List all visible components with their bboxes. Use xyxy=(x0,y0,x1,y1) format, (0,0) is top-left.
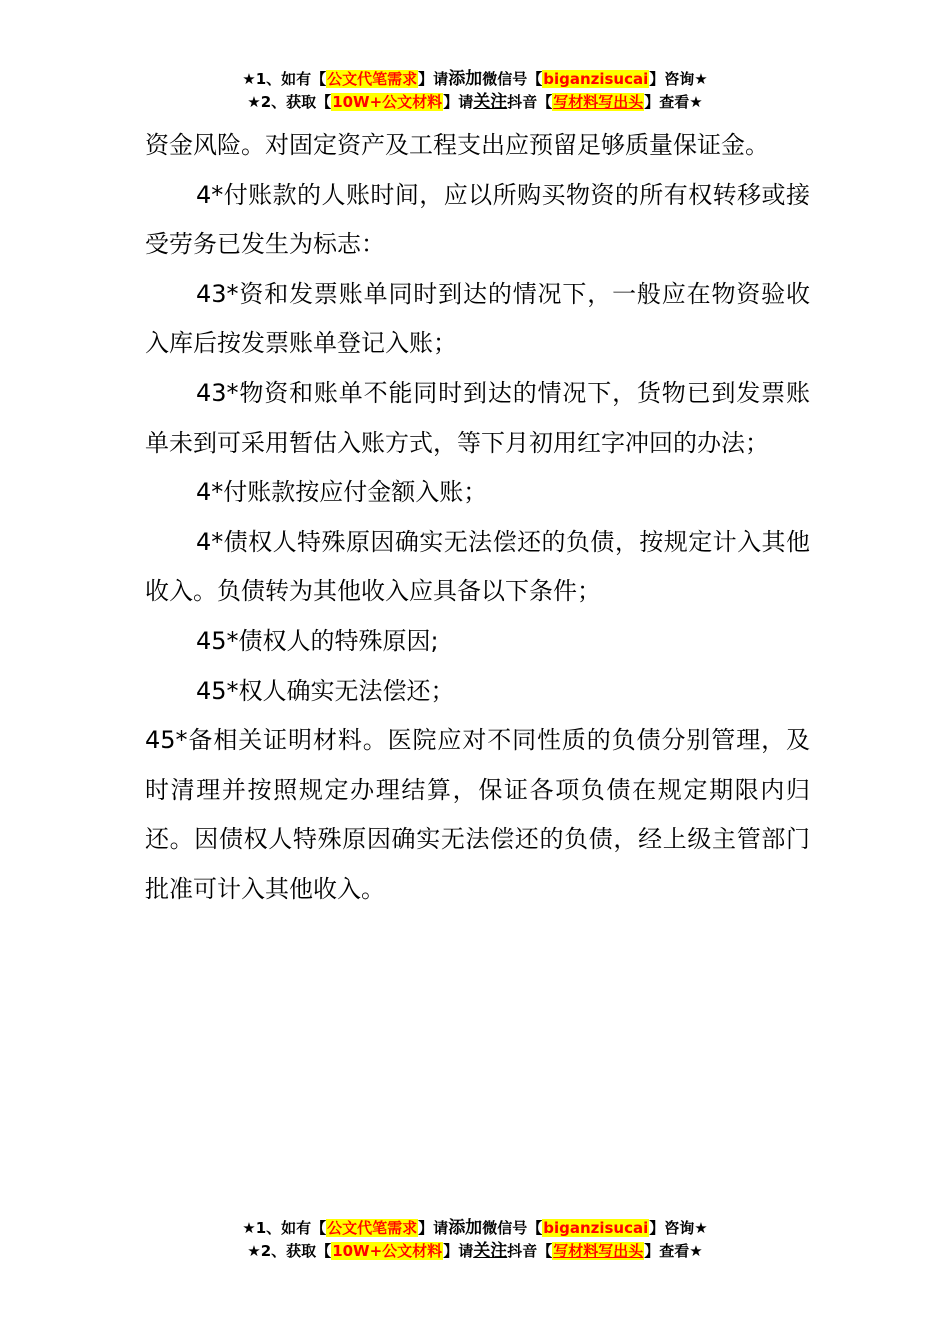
emphasis-follow: 关注 xyxy=(473,92,508,112)
highlight-douyin-account: 写材料写出头 xyxy=(553,93,644,111)
paragraph: 4*债权人特殊原因确实无法偿还的负债，按规定计入其他收入。负债转为其他收入应具备以下条件； xyxy=(145,527,810,606)
document-body xyxy=(145,121,810,915)
footer-banner xyxy=(0,1217,950,1263)
emphasis-add: 添加 xyxy=(448,69,483,89)
highlight-service: 公文代笔需求 xyxy=(327,1219,418,1237)
paragraph: 45*权人确实无法偿还； xyxy=(196,676,455,705)
paragraph: 45*债权人的特殊原因; xyxy=(196,626,439,655)
paragraph: 43*物资和账单不能同时到达的情况下，货物已到发票账单未到可采用暂估入账方式，等下月初用红字冲回的办法； xyxy=(145,378,810,457)
highlight-douyin-account: 写材料写出头 xyxy=(553,1242,644,1260)
paragraph: 45*备相关证明材料。医院应对不同性质的负债分别管理，及时清理并按照规定办理结算，保证各项负债在规定期限内归还。因债权人特殊原因确实无法偿还的负债，经上级主管部门批准可计入其他收入。 xyxy=(145,726,810,903)
highlight-wechat-id: biganzisucai xyxy=(543,1219,649,1237)
emphasis-add: 添加 xyxy=(448,1218,483,1238)
highlight-wechat-id: biganzisucai xyxy=(543,70,649,88)
banner-line-2: ★2、获取【10W+公文材料】请关注抖音【写材料写出头】查看★ xyxy=(247,92,703,112)
paragraph: 43*资和发票账单同时到达的情况下，一般应在物资验收入库后按发票账单登记入账； xyxy=(145,279,810,358)
paragraph: 资金风险。对固定资产及工程支出应预留足够质量保证金。 xyxy=(145,131,769,159)
banner-line-1: ★1、如有【公文代笔需求】请添加微信号【biganzisucai】咨询★ xyxy=(242,69,708,89)
banner-line-2: ★2、获取【10W+公文材料】请关注抖音【写材料写出头】查看★ xyxy=(247,1241,703,1261)
header-banner xyxy=(0,68,950,114)
paragraph: 4*付账款按应付金额入账； xyxy=(196,478,488,507)
highlight-materials: 10W+公文材料 xyxy=(332,93,443,111)
paragraph: 4*付账款的人账时间，应以所购买物资的所有权转移或接受劳务已发生为标志： xyxy=(145,180,810,259)
banner-line-1: ★1、如有【公文代笔需求】请添加微信号【biganzisucai】咨询★ xyxy=(242,1218,708,1238)
emphasis-follow: 关注 xyxy=(473,1241,508,1261)
highlight-materials: 10W+公文材料 xyxy=(332,1242,443,1260)
highlight-service: 公文代笔需求 xyxy=(327,70,418,88)
